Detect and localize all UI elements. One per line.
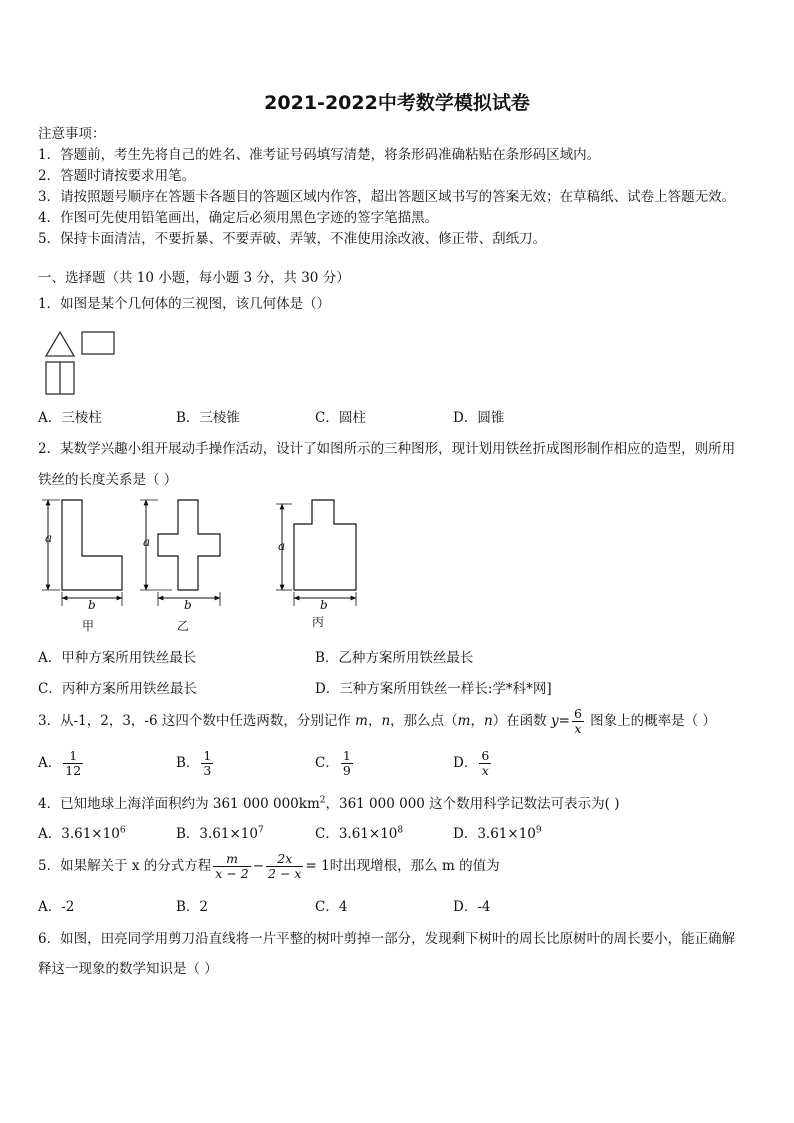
q4-option-d[interactable]: D．$3.61\times 10^9$ (453, 825, 542, 842)
q2-option-d[interactable]: D．三种方案所用铁丝一样长:学*科*网] (315, 681, 552, 697)
figure-yi (140, 500, 220, 633)
q6-stem-line2: 释这一现象的数学知识是（ ） (38, 961, 218, 977)
q3-function-fraction: $\frac{6}{x}$ (573, 706, 582, 736)
q3-option-b[interactable]: B． $\frac{1}{3}$ (176, 748, 212, 778)
notice-item: 3．请按照题号顺序在答题卡各题目的答题区域内作答，超出答题区域书写的答案无效；在草稿纸、试卷上答题无效。 (38, 189, 736, 205)
q1-option-a[interactable]: A．三棱柱 (38, 410, 102, 426)
q4-option-c[interactable]: C．$3.61\times 10^8$ (315, 825, 404, 842)
bing-b-label: b (320, 598, 328, 612)
q3-option-c[interactable]: C． $\frac{1}{9}$ (315, 748, 351, 778)
notice-heading: 注意事项： (38, 126, 106, 142)
q2-stem-line1: 2．某数学兴趣小组开展动手操作活动，设计了如图所示的三种图形，现计划用铁丝折成图形制作相应的造型，则所用 (38, 441, 736, 457)
q5-stem: 5．如果解关于 x 的分式方程 $\frac{m}{x - 2}$ − $\frac{2x}{2 - x}$ = 1时出现增根，那么 m 的值为 (38, 851, 500, 881)
q5-option-c[interactable]: C．4 (315, 899, 348, 915)
q2-option-c[interactable]: C．丙种方案所用铁丝最长 (38, 681, 197, 697)
jia-a-label: a (45, 531, 53, 545)
q1-option-d[interactable]: D．圆锥 (453, 410, 505, 426)
q1-three-views-figure (40, 324, 120, 398)
jia-b-label: b (88, 598, 96, 612)
q2-option-b[interactable]: B．乙种方案所用铁丝最长 (315, 650, 474, 666)
q5-option-d[interactable]: D．-4 (453, 899, 491, 915)
q2-figure (38, 494, 368, 634)
q5-option-a[interactable]: A．-2 (38, 899, 75, 915)
jia-label: 甲 (82, 619, 95, 633)
figure-bing (276, 500, 356, 629)
bing-a-label: a (278, 539, 286, 553)
notice-item: 1．答题前，考生先将自己的姓名、准考证号码填写清楚，将条形码准确粘贴在条形码区域内。 (38, 147, 601, 163)
q1-stem: 1．如图是某个几何体的三视图，该几何体是（） (38, 296, 331, 312)
q3-option-a[interactable]: A． $\frac{1}{12}$ (38, 748, 82, 778)
notice-item: 5．保持卡面清洁，不要折暴、不要弄破、弄皱，不准使用涂改液、修正带、刮纸刀。 (38, 231, 547, 247)
side-view-rectangle (82, 332, 114, 354)
q3-option-d[interactable]: D． $\frac{6}{x}$ (453, 748, 490, 778)
yi-label: 乙 (177, 619, 190, 633)
notice-item: 2．答题时请按要求用笔。 (38, 168, 196, 184)
section-heading: 一、选择题（共 10 小题，每小题 3 分，共 30 分） (38, 270, 350, 286)
figure-jia (42, 500, 122, 633)
yi-a-label: a (143, 535, 151, 549)
q4-option-b[interactable]: B．$3.61\times 10^7$ (176, 825, 264, 842)
q3-stem: 3．从-1，2，3，-6 这四个数中任选两数，分别记作 m，n，那么点（m，n）在函数 y= $\frac{6}{x}$ 图象上的概率是（ ） (38, 706, 716, 736)
notice-item: 4．作图可先使用铅笔画出，确定后必须用黑色字迹的签字笔描黑。 (38, 210, 439, 226)
q5-option-b[interactable]: B．2 (176, 899, 209, 915)
q2-option-a[interactable]: A．甲种方案所用铁丝最长 (38, 650, 197, 666)
q4-option-a[interactable]: A．$3.61\times 10^6$ (38, 825, 126, 842)
page-title: 2021-2022中考数学模拟试卷 (264, 92, 530, 114)
q6-stem-line1: 6．如图，田亮同学用剪刀沿直线将一片平整的树叶剪掉一部分，发现剩下树叶的周长比原树叶的周长要小，能正确解 (38, 931, 736, 947)
q2-stem-line2: 铁丝的长度关系是（ ） (38, 472, 178, 488)
q1-option-c[interactable]: C．圆柱 (315, 410, 366, 426)
q5-fraction-2: $\frac{2x}{2 - x}$ (268, 851, 302, 881)
q4-stem: 4．已知地球上海洋面积约为 361 000 $000km^2$，361 000 000 这个数用科学记数法可表示为( ) (38, 795, 620, 812)
front-view-triangle (46, 332, 74, 356)
q5-fraction-1: $\frac{m}{x - 2}$ (215, 851, 249, 881)
bing-label: 丙 (312, 615, 325, 629)
q1-option-b[interactable]: B．三棱锥 (176, 410, 240, 426)
yi-b-label: b (184, 598, 192, 612)
